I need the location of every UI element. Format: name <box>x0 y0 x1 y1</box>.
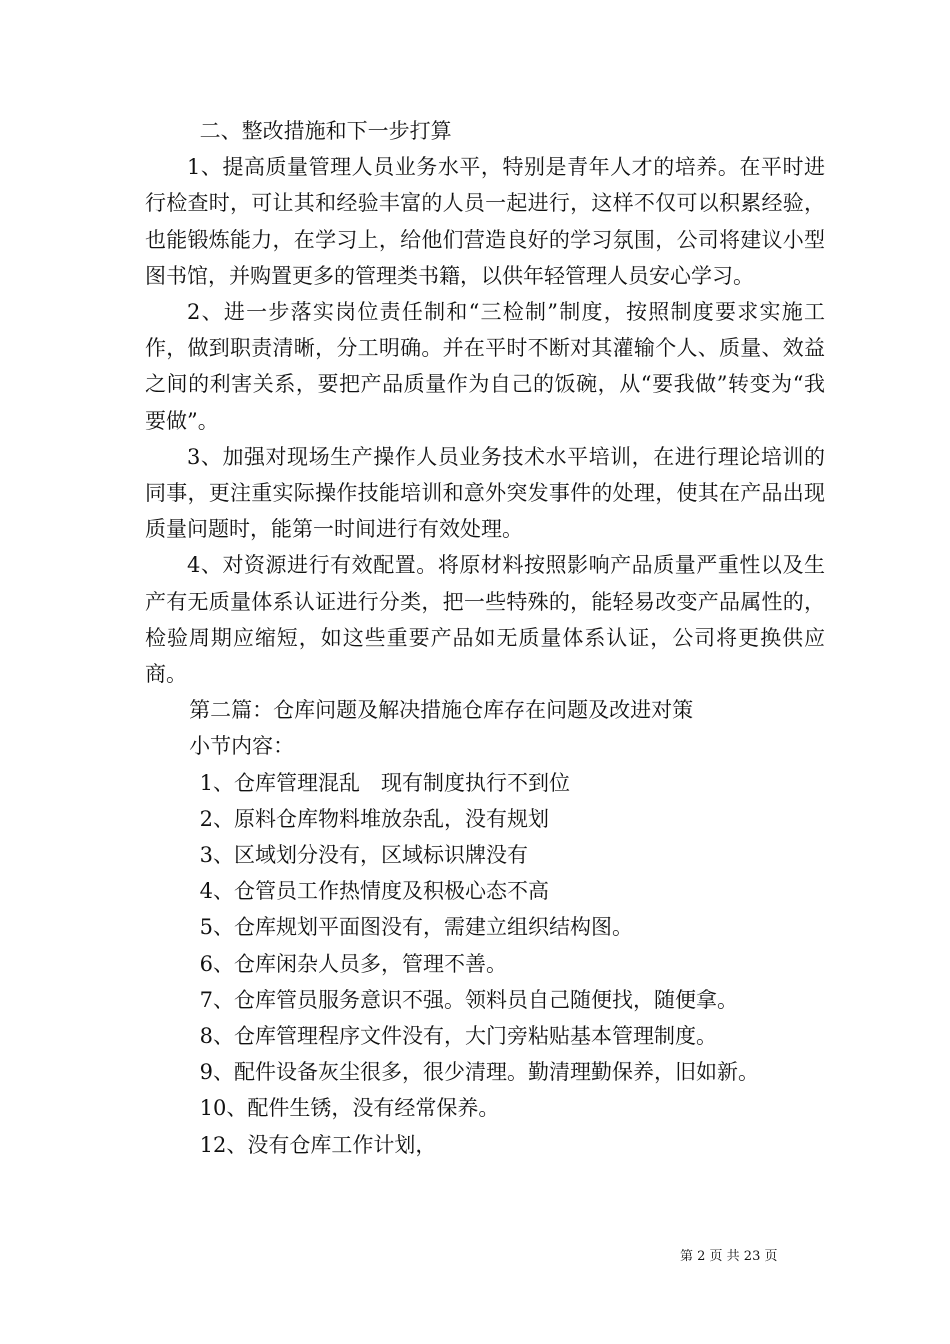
list-item: 5、仓库规划平面图没有，需建立组织结构图。 <box>199 915 633 940</box>
list-item: 8、仓库管理程序文件没有，大门旁粘贴基本管理制度。 <box>199 1024 717 1049</box>
document-body <box>145 113 825 1163</box>
paragraph-4: 4、对资源进行有效配置。将原材料按照影响产品质量严重性以及生产有无质量体系认证进行分类，把一些特殊的，能轻易改变产品属性的，检验周期应缩短，如这些重要产品如无质量体系认证，公司将更换供应商。 <box>145 553 825 687</box>
list-item: 6、仓库闲杂人员多，管理不善。 <box>199 951 507 976</box>
paragraph-3: 3、加强对现场生产操作人员业务技术水平培训，在进行理论培训的同事，更注重实际操作技能培训和意外突发事件的处理，使其在产品出现质量问题时，能第一时间进行有效处理。 <box>145 444 825 542</box>
list-item: 7、仓库管员服务意识不强。领料员自己随便找，随便拿。 <box>199 987 738 1012</box>
chapter-title: 第二篇：仓库问题及解决措施仓库存在问题及改进对策 <box>189 698 694 723</box>
paragraph-1: 1、提高质量管理人员业务水平，特别是青年人才的培养。在平时进行检查时，可让其和经验丰富的人员一起进行，这样不仅可以积累经验，也能锻炼能力，在学习上，给他们营造良好的学习氛围，公司将建议小型图书馆，并购置更多的管理类书籍，以供年轻管理人员安心学习。 <box>145 155 825 288</box>
list-item: 12、没有仓库工作计划， <box>199 1132 437 1157</box>
paragraph-2: 2、进一步落实岗位责任制和“三检制”制度，按照制度要求实施工作，做到职责清晰，分工明确。并在平时不断对其灌输个人、质量、效益之间的利害关系，要把产品质量作为自己的饭碗，从“要我做”转变为“我要做”。 <box>145 300 825 433</box>
list-item: 4、仓管员工作热情度及积极心态不高 <box>199 879 549 904</box>
page-number-footer: 第 2 页 共 23 页 <box>680 1249 778 1264</box>
list-item: 10、配件生锈，没有经常保养。 <box>199 1096 500 1121</box>
list-item: 1、仓库管理混乱 现有制度执行不到位 <box>199 770 570 795</box>
list-item: 3、区域划分没有，区域标识牌没有 <box>199 843 528 868</box>
section-heading: 二、整改措施和下一步打算 <box>199 119 452 143</box>
subsection-label: 小节内容： <box>189 734 295 759</box>
list-item: 2、原料仓库物料堆放杂乱，没有规划 <box>199 806 549 831</box>
list-item: 9、配件设备灰尘很多，很少清理。勤清理勤保养，旧如新。 <box>199 1060 759 1085</box>
